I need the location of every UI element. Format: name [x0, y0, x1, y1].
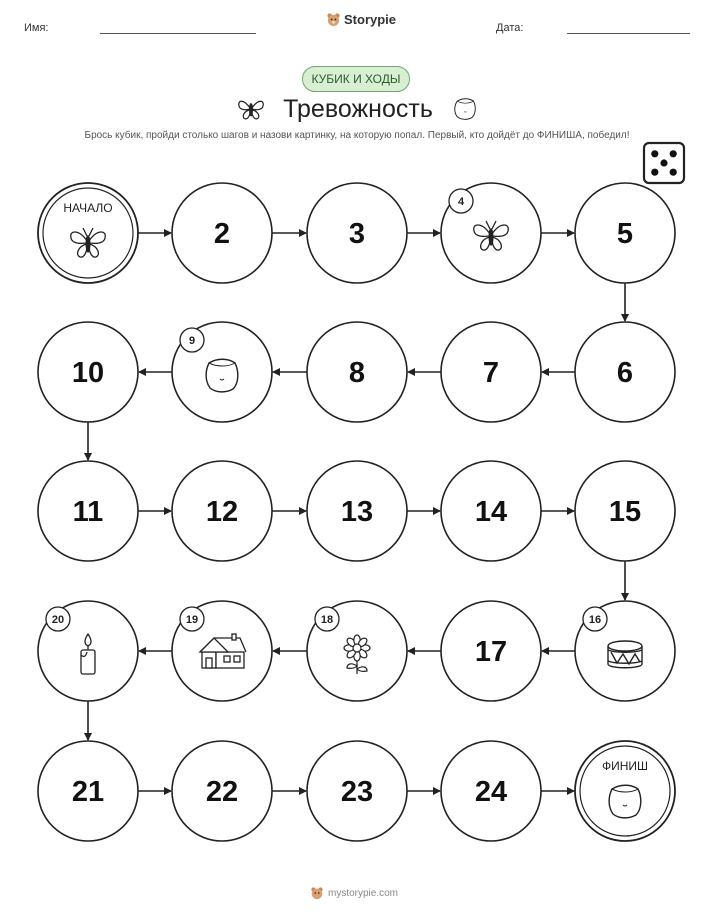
dice-pip: [651, 150, 658, 157]
board-space-3: [307, 183, 407, 283]
dice-pip: [670, 169, 677, 176]
board-space-22: [172, 741, 272, 841]
space-number: 4: [457, 196, 465, 208]
board-space-9: [172, 322, 272, 422]
board-space-21: [38, 741, 138, 841]
board-space-19: [172, 601, 272, 701]
space-number: 14: [474, 496, 508, 528]
board-space-11: [38, 461, 138, 561]
board-space-18: [307, 601, 407, 701]
board-space-16: [575, 601, 675, 701]
board-space-6: [575, 322, 675, 422]
board-space-17: [441, 601, 541, 701]
dice-pip: [651, 169, 658, 176]
space-number: 2: [213, 218, 231, 250]
space-number: 5: [616, 218, 634, 250]
space-number: 12: [205, 496, 239, 528]
board-space-7: [441, 322, 541, 422]
board-space-20: [38, 601, 138, 701]
space-number: 9: [188, 335, 196, 347]
space-number: 23: [340, 776, 374, 808]
board-space-2: [172, 183, 272, 283]
flower-icon: [344, 635, 370, 674]
dice-icon[interactable]: [644, 143, 684, 183]
title-text: Тревожность: [283, 94, 433, 123]
space-number: 17: [474, 636, 508, 668]
board-space-25: [575, 741, 675, 841]
space-number: 3: [348, 218, 366, 250]
board-space-8: [307, 322, 407, 422]
blob-face-icon: [206, 359, 238, 392]
board-space-4: [441, 183, 541, 283]
instructions: Брось кубик, пройди столько шагов и назови картинку, на которую попал. Первый, кто дойдёт до ФИНИША, победил!: [84, 130, 630, 141]
board-space-14: [441, 461, 541, 561]
name-label: Имя:: [24, 22, 49, 34]
space-number: 16: [588, 614, 602, 626]
space-number: 19: [185, 614, 199, 626]
space-number: 8: [348, 357, 366, 389]
board-space-1: [38, 183, 138, 283]
space-number: 10: [71, 357, 105, 389]
footer-url: mystorypie.com: [328, 887, 399, 899]
board-space-12: [172, 461, 272, 561]
space-number: 18: [320, 614, 334, 626]
game-type-badge: КУБИК И ХОДЫ: [302, 66, 410, 92]
space-label: НАЧАЛО: [63, 201, 113, 215]
space-number: 24: [474, 776, 508, 808]
space-number: 20: [51, 614, 65, 626]
space-number: 13: [340, 496, 374, 528]
board-space-13: [307, 461, 407, 561]
date-label: Дата:: [496, 22, 524, 34]
space-number: 22: [205, 776, 239, 808]
brand-name: Storypie: [344, 12, 397, 27]
space-number: 15: [608, 496, 642, 528]
space-label: ФИНИШ: [601, 759, 649, 773]
space-number: 21: [71, 776, 105, 808]
footer: [310, 886, 398, 900]
space-number: 11: [72, 496, 104, 528]
board-space-5: [575, 183, 675, 283]
blob-face-icon: [609, 785, 641, 818]
board-space-23: [307, 741, 407, 841]
board-space-24: [441, 741, 541, 841]
dice-pip: [670, 150, 677, 157]
board-space-15: [575, 461, 675, 561]
dice-pip: [660, 159, 667, 166]
drum-icon: [608, 641, 642, 668]
space-number: 6: [616, 357, 634, 389]
bear-logo-icon: [310, 886, 324, 900]
space-number: 7: [482, 357, 500, 389]
board-space-10: [38, 322, 138, 422]
